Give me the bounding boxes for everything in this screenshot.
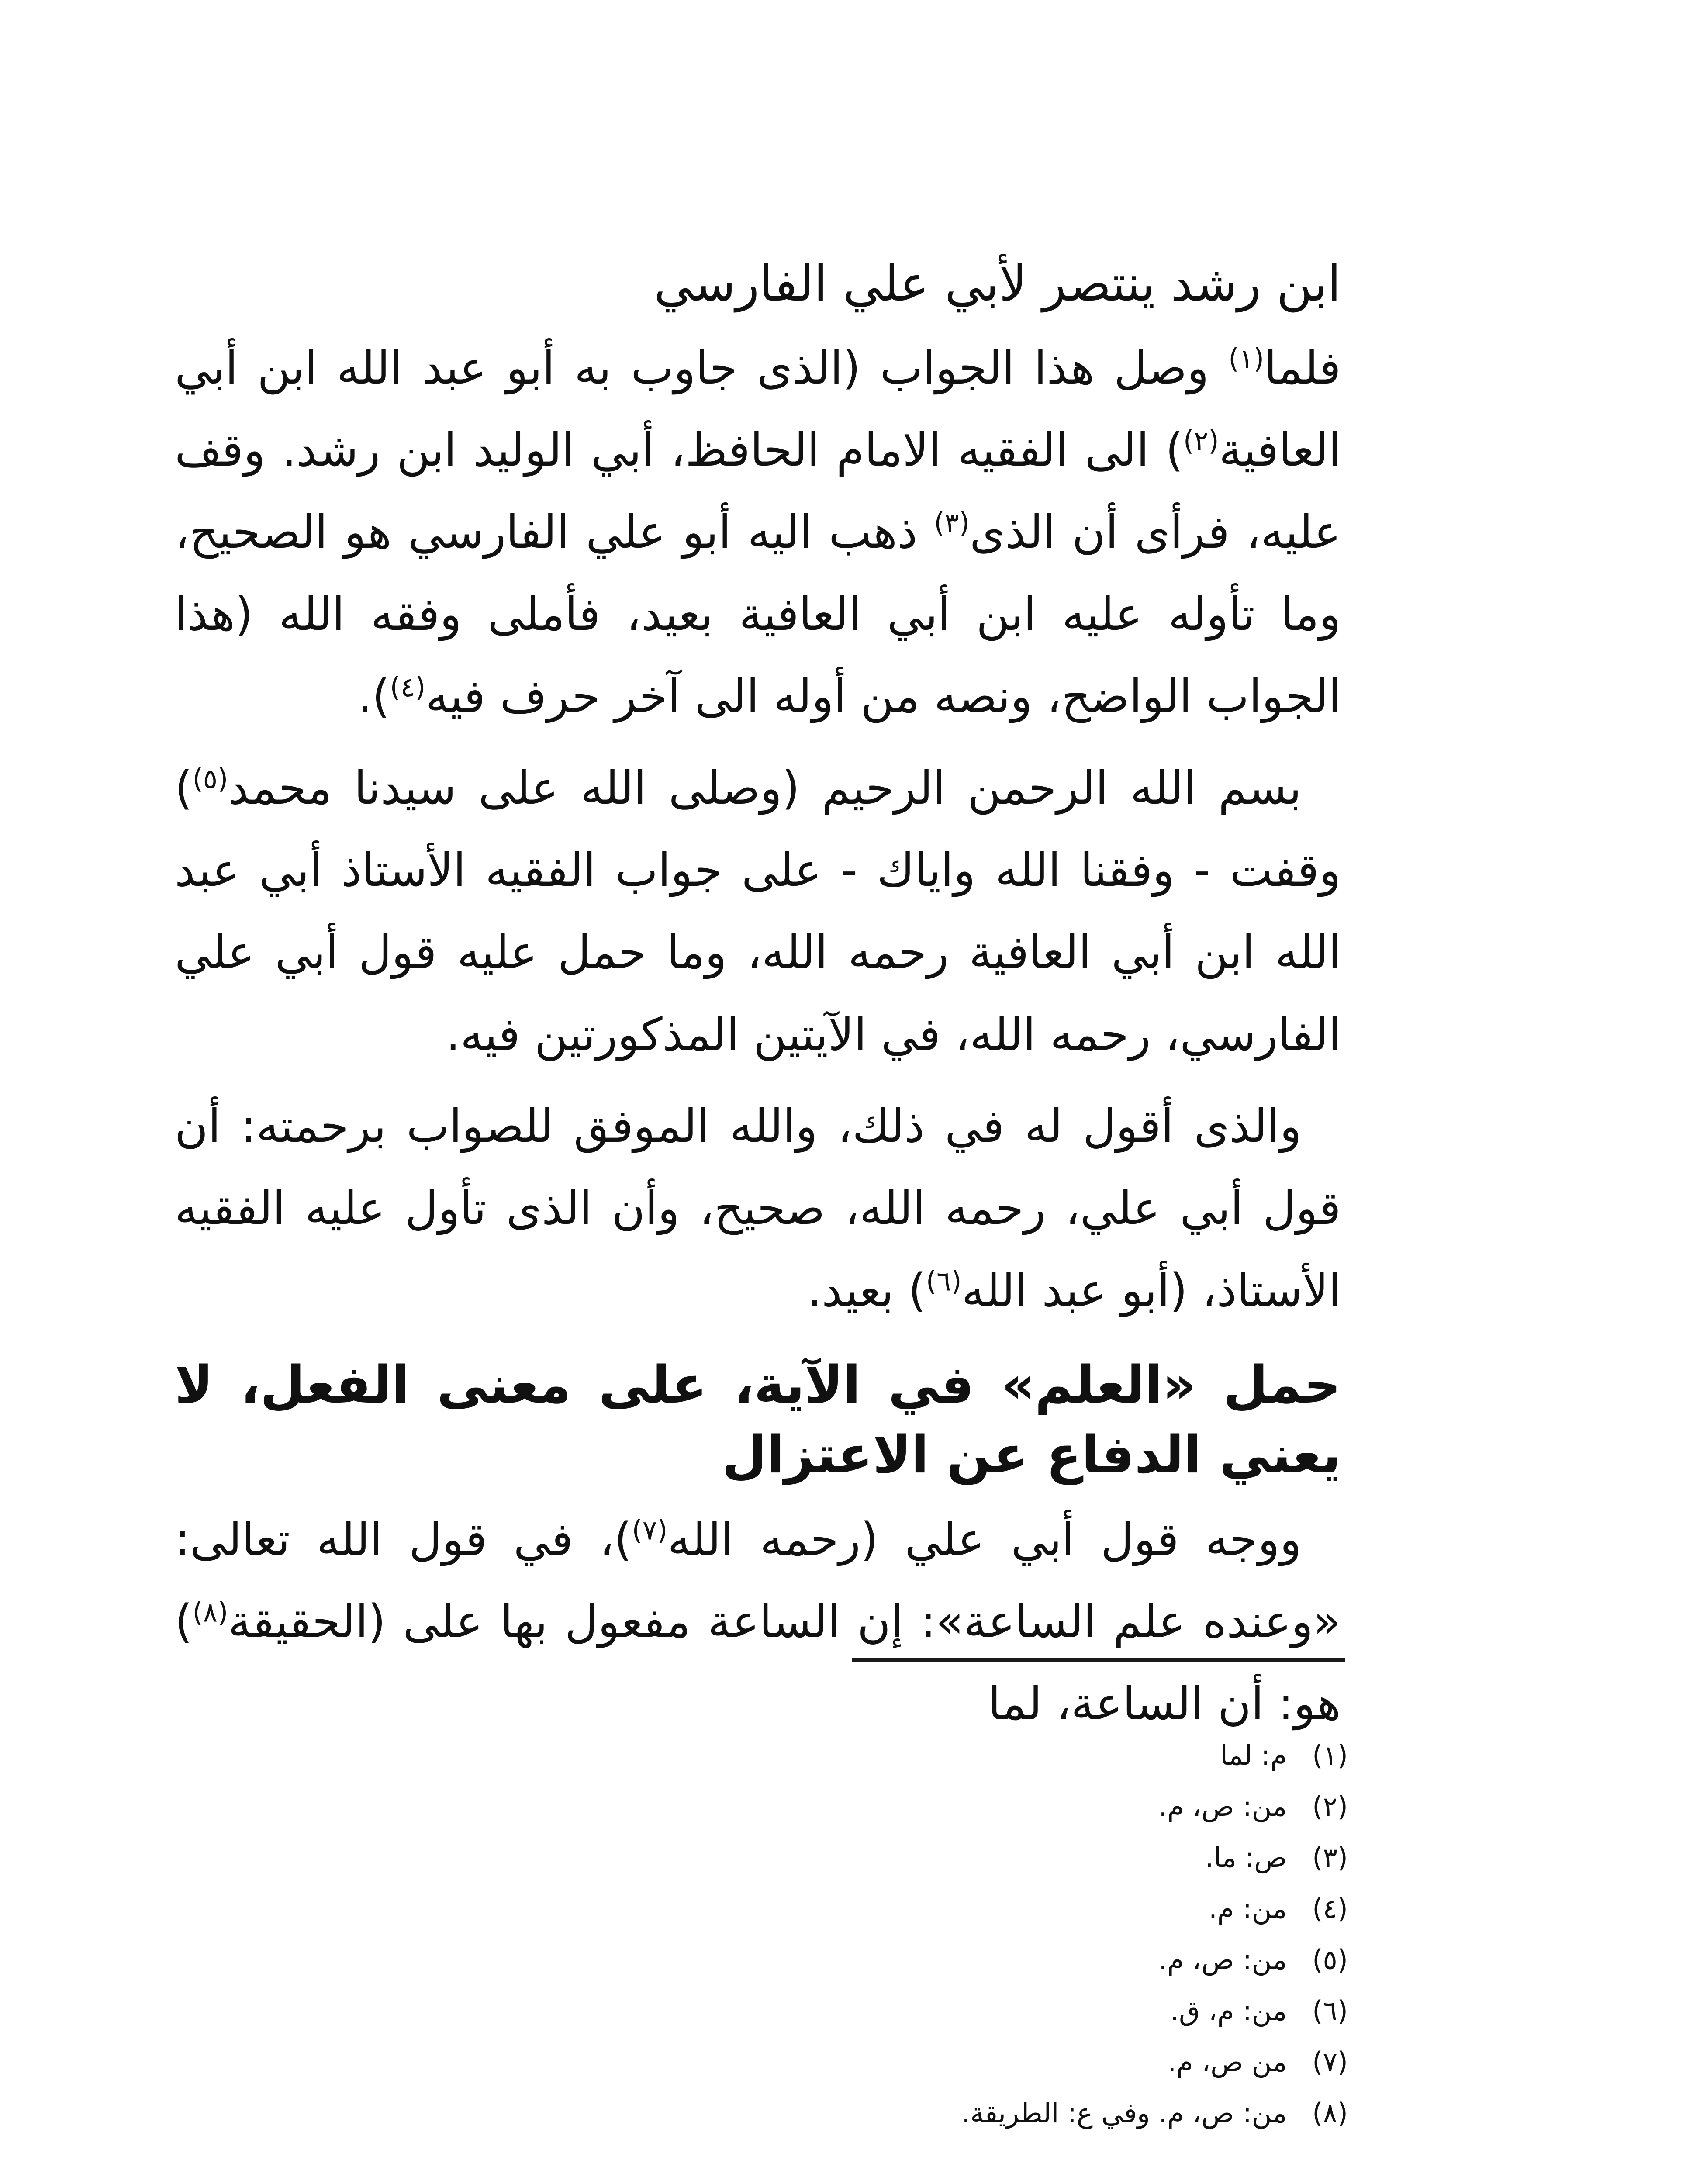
footnote-item <box>824 2036 1348 2087</box>
footnote-text: م: لما <box>1220 1739 1287 1771</box>
footnotes-list <box>824 1730 1348 2139</box>
footnote-number: (١) <box>1312 1739 1348 1771</box>
footnote-number: (٥) <box>1312 1944 1348 1976</box>
footnote-number: (٤) <box>1312 1893 1348 1925</box>
main-text <box>175 249 1341 1754</box>
footnote-item <box>824 1730 1348 1781</box>
section-heading-ibn-rushd: ابن رشد ينتصر لأبي علي الفارسي <box>654 256 1341 312</box>
footnote-text: من: م. <box>1209 1893 1287 1925</box>
footnote-number: (٧) <box>1312 2046 1348 2078</box>
paragraph-2 <box>175 747 1341 1075</box>
paragraph-3 <box>175 1085 1341 1331</box>
paragraph-4-text-a: ووجه قول أبي علي (رحمه الله <box>667 1513 1302 1566</box>
footnote-text: من: ص، م. <box>1158 1790 1287 1822</box>
footnote-number: (٦) <box>1312 1995 1348 2027</box>
footnote-ref-7[interactable]: (٧) <box>632 1514 668 1546</box>
footnote-ref-1[interactable]: (١) <box>1228 342 1265 375</box>
footnote-ref-5[interactable]: (٥) <box>192 763 228 795</box>
footnote-ref-2[interactable]: (٢) <box>1183 425 1219 457</box>
footnote-text: من ص، م. <box>1168 2046 1287 2078</box>
paragraph-2-text-b: ) وقفت - وفقنا الله واياك - على جواب الفقيه الأستاذ أبي عبد الله ابن أبي العافية رحمه الله، وما حمل عليه قول أبي علي الفارسي، رحمه الله، في الآيتين المذكورتين فيه. <box>175 761 1341 1061</box>
footnote-item <box>824 2087 1348 2139</box>
paragraph-4-text-c: ) هو: أن الساعة، لما <box>175 1595 1341 1730</box>
paragraph-1-text-d: ذهب اليه أبو علي الفارسي هو الصحيح، وما تأوله عليه ابن أبي العافية بعيد، فأملى وفقه الله (هذا الجواب الواضح، ونصه من أوله الى آخر حرف فيه <box>175 505 1341 723</box>
footnote-item <box>824 1985 1348 2036</box>
footnote-item <box>824 1934 1348 1985</box>
paragraph-1-text-e: ). <box>358 670 390 723</box>
footnote-ref-3[interactable]: (٣) <box>934 507 970 539</box>
footnote-text: ص: ما. <box>1205 1842 1287 1873</box>
paragraph-1-text-a: فلما <box>1264 341 1341 394</box>
footnote-ref-6[interactable]: (٦) <box>926 1265 962 1297</box>
footnote-ref-4[interactable]: (٤) <box>390 671 426 703</box>
footnote-text: من: ص، م. <box>1158 1944 1287 1976</box>
footnote-ref-8[interactable]: (٨) <box>192 1596 228 1628</box>
paragraph-1 <box>175 327 1341 737</box>
paragraph-4-text-b: )، في قول الله تعالى: «وعنده علم الساعة»: إن الساعة مفعول بها على (الحقيقة <box>175 1513 1341 1648</box>
section-heading-knowledge: حمل «العلم» في الآية، على معنى الفعل، لا يعني الدفاع عن الاعتزال <box>175 1355 1341 1485</box>
paragraph-1-text-c: ) الى الفقيه الامام الحافظ، أبي الوليد ابن رشد. وقف عليه، فرأى أن الذى <box>175 423 1341 559</box>
paragraph-1-text-b: وصل هذا الجواب (الذى جاوب به أبو عبد الله ابن أبي العافية <box>175 341 1341 477</box>
paragraph-4 <box>175 1498 1341 1745</box>
footnote-number: (٨) <box>1312 2097 1348 2129</box>
footnote-text: من: ص، م. وفي ع: الطريقة. <box>961 2097 1287 2129</box>
footnote-text: من: م، ق. <box>1170 1995 1287 2027</box>
footnote-item <box>824 1883 1348 1934</box>
paragraph-2-text-a: بسم الله الرحمن الرحيم (وصلى الله على سيدنا محمد <box>228 761 1302 815</box>
footnote-number: (٢) <box>1312 1790 1348 1822</box>
paragraph-3-text-b: ) بعيد. <box>807 1264 926 1317</box>
footnote-item <box>824 1832 1348 1883</box>
paragraph-3-text-a: والذى أقول له في ذلك، والله الموفق للصواب برحمته: أن قول أبي علي، رحمه الله، صحيح، وأن الذى تأول عليه الفقيه الأستاذ، (أبو عبد الله <box>175 1099 1341 1317</box>
footnote-divider <box>852 1658 1345 1662</box>
footnote-number: (٣) <box>1312 1842 1348 1873</box>
footnote-item <box>824 1781 1348 1832</box>
